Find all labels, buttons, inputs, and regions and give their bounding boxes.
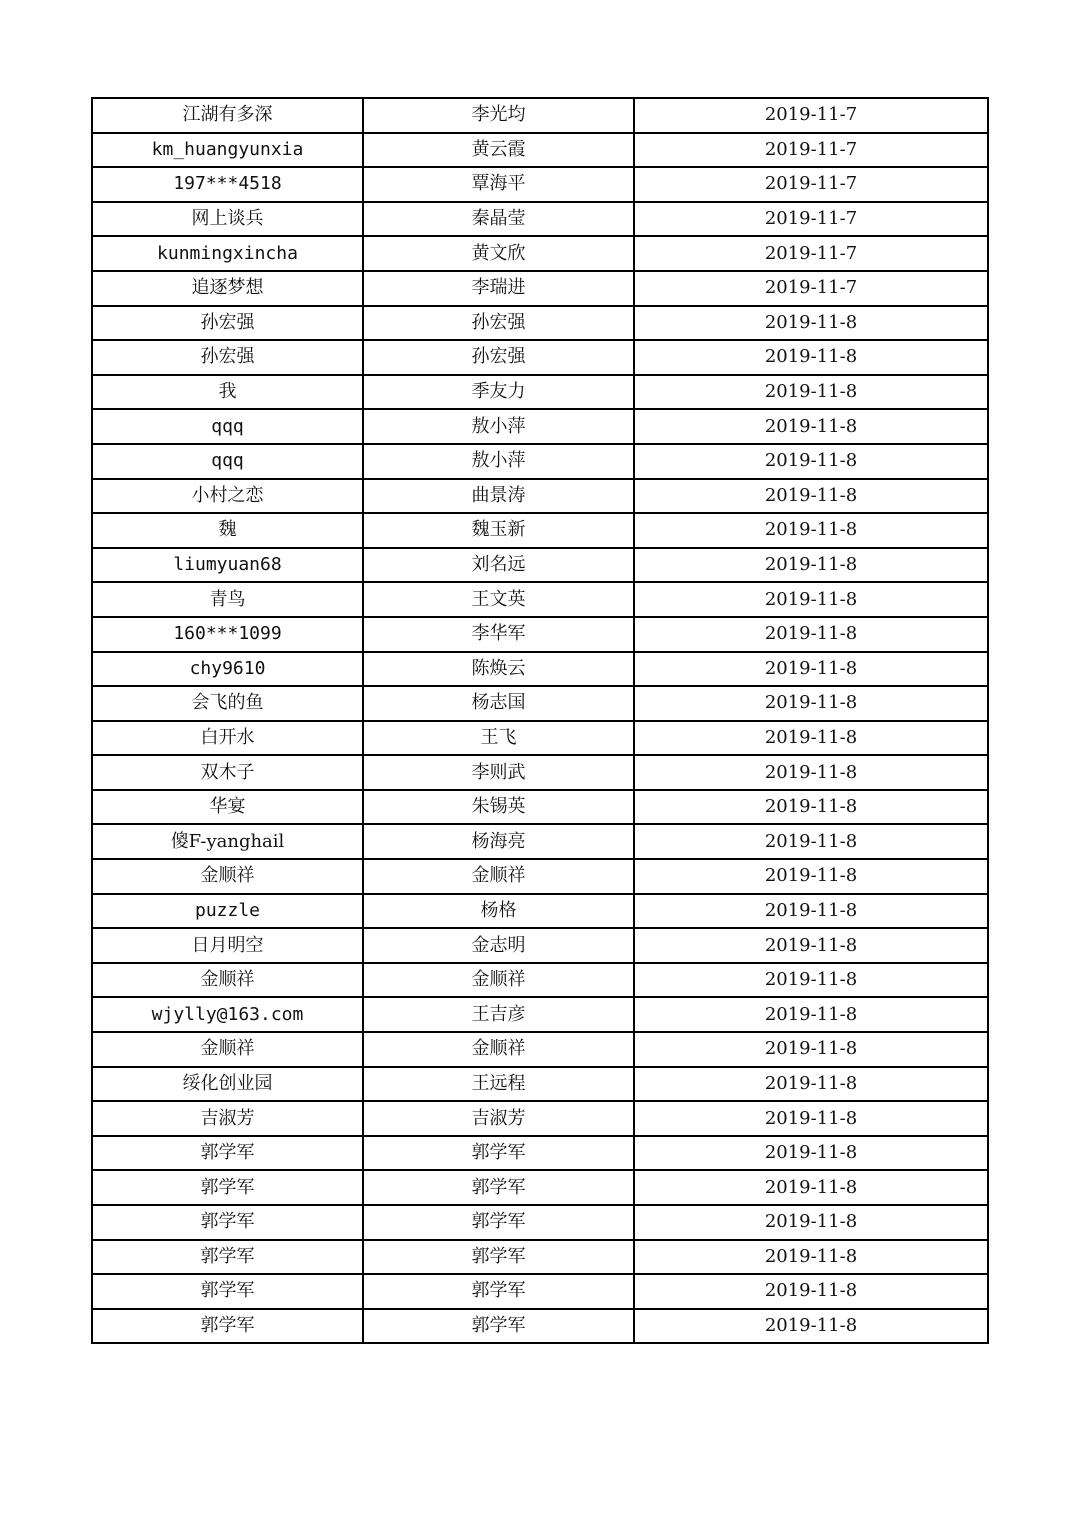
date-cell: 2019-11-8	[634, 1170, 988, 1205]
table-row	[92, 409, 988, 444]
date-cell: 2019-11-8	[634, 824, 988, 859]
name-cell: 刘名远	[363, 548, 634, 583]
name-cell: 敖小萍	[363, 409, 634, 444]
name-cell: 杨志国	[363, 686, 634, 721]
table-row	[92, 1032, 988, 1067]
date-cell: 2019-11-8	[634, 1101, 988, 1136]
nickname-cell: 郭学军	[92, 1240, 363, 1275]
name-cell: 郭学军	[363, 1136, 634, 1171]
table-row	[92, 824, 988, 859]
date-cell: 2019-11-8	[634, 721, 988, 756]
name-cell: 陈焕云	[363, 652, 634, 687]
nickname-cell: 双木子	[92, 755, 363, 790]
name-cell: 孙宏强	[363, 306, 634, 341]
name-cell: 郭学军	[363, 1274, 634, 1309]
name-cell: 孙宏强	[363, 340, 634, 375]
date-cell: 2019-11-8	[634, 582, 988, 617]
nickname-cell: 郭学军	[92, 1170, 363, 1205]
nickname-cell: 青鸟	[92, 582, 363, 617]
table-row	[92, 1274, 988, 1309]
table-row	[92, 652, 988, 687]
date-cell: 2019-11-8	[634, 652, 988, 687]
nickname-cell: 吉淑芳	[92, 1101, 363, 1136]
name-cell: 黄云霞	[363, 133, 634, 168]
date-cell: 2019-11-8	[634, 617, 988, 652]
nickname-cell: 网上谈兵	[92, 202, 363, 237]
date-cell: 2019-11-8	[634, 340, 988, 375]
name-cell: 王远程	[363, 1067, 634, 1102]
date-cell: 2019-11-8	[634, 1240, 988, 1275]
name-cell: 曲景涛	[363, 479, 634, 514]
table-row	[92, 1309, 988, 1344]
table-row	[92, 1170, 988, 1205]
name-cell: 郭学军	[363, 1205, 634, 1240]
table-row	[92, 1101, 988, 1136]
date-cell: 2019-11-8	[634, 790, 988, 825]
nickname-cell: 白开水	[92, 721, 363, 756]
table-row	[92, 236, 988, 271]
date-cell: 2019-11-8	[634, 1032, 988, 1067]
name-cell: 敖小萍	[363, 444, 634, 479]
name-cell: 金顺祥	[363, 1032, 634, 1067]
nickname-cell: liumyuan68	[92, 548, 363, 583]
name-cell: 金顺祥	[363, 859, 634, 894]
nickname-cell: kunmingxincha	[92, 236, 363, 271]
nickname-cell: 郭学军	[92, 1136, 363, 1171]
name-cell: 王文英	[363, 582, 634, 617]
date-cell: 2019-11-8	[634, 375, 988, 410]
date-cell: 2019-11-8	[634, 894, 988, 929]
date-cell: 2019-11-8	[634, 928, 988, 963]
name-cell: 秦晶莹	[363, 202, 634, 237]
date-cell: 2019-11-8	[634, 306, 988, 341]
nickname-cell: 金顺祥	[92, 859, 363, 894]
name-cell: 吉淑芳	[363, 1101, 634, 1136]
table-row	[92, 582, 988, 617]
nickname-cell: 日月明空	[92, 928, 363, 963]
name-cell: 李瑞进	[363, 271, 634, 306]
table-row	[92, 271, 988, 306]
date-cell: 2019-11-8	[634, 409, 988, 444]
name-cell: 郭学军	[363, 1170, 634, 1205]
table-row	[92, 755, 988, 790]
name-cell: 金志明	[363, 928, 634, 963]
nickname-cell: 金顺祥	[92, 1032, 363, 1067]
table-row	[92, 98, 988, 133]
table-row	[92, 306, 988, 341]
date-cell: 2019-11-8	[634, 1136, 988, 1171]
date-cell: 2019-11-8	[634, 1309, 988, 1344]
table-row	[92, 133, 988, 168]
nickname-cell: 197***4518	[92, 167, 363, 202]
table-row	[92, 963, 988, 998]
nickname-cell: chy9610	[92, 652, 363, 687]
name-cell: 季友力	[363, 375, 634, 410]
name-cell: 魏玉新	[363, 513, 634, 548]
name-cell: 覃海平	[363, 167, 634, 202]
name-cell: 杨格	[363, 894, 634, 929]
table-row	[92, 894, 988, 929]
nickname-cell: 华宴	[92, 790, 363, 825]
table-row	[92, 513, 988, 548]
records-table	[91, 97, 989, 1344]
date-cell: 2019-11-8	[634, 963, 988, 998]
date-cell: 2019-11-8	[634, 479, 988, 514]
nickname-cell: wjylly@163.com	[92, 997, 363, 1032]
date-cell: 2019-11-7	[634, 167, 988, 202]
name-cell: 李则武	[363, 755, 634, 790]
name-cell: 杨海亮	[363, 824, 634, 859]
nickname-cell: km_huangyunxia	[92, 133, 363, 168]
table-row	[92, 548, 988, 583]
table-row	[92, 1240, 988, 1275]
name-cell: 金顺祥	[363, 963, 634, 998]
table-row	[92, 1136, 988, 1171]
name-cell: 李华军	[363, 617, 634, 652]
date-cell: 2019-11-8	[634, 1205, 988, 1240]
table-row	[92, 686, 988, 721]
nickname-cell: 郭学军	[92, 1309, 363, 1344]
date-cell: 2019-11-7	[634, 202, 988, 237]
date-cell: 2019-11-7	[634, 98, 988, 133]
nickname-cell: 郭学军	[92, 1205, 363, 1240]
table-row	[92, 375, 988, 410]
date-cell: 2019-11-8	[634, 513, 988, 548]
nickname-cell: 孙宏强	[92, 340, 363, 375]
date-cell: 2019-11-7	[634, 271, 988, 306]
nickname-cell: 绥化创业园	[92, 1067, 363, 1102]
table-row	[92, 859, 988, 894]
table-row	[92, 721, 988, 756]
date-cell: 2019-11-7	[634, 133, 988, 168]
table-row	[92, 202, 988, 237]
nickname-cell: 小村之恋	[92, 479, 363, 514]
nickname-cell: 魏	[92, 513, 363, 548]
date-cell: 2019-11-8	[634, 755, 988, 790]
date-cell: 2019-11-8	[634, 1274, 988, 1309]
name-cell: 李光均	[363, 98, 634, 133]
nickname-cell: 金顺祥	[92, 963, 363, 998]
date-cell: 2019-11-8	[634, 997, 988, 1032]
nickname-cell: 郭学军	[92, 1274, 363, 1309]
nickname-cell: 160***1099	[92, 617, 363, 652]
table-row	[92, 1205, 988, 1240]
table-row	[92, 479, 988, 514]
name-cell: 朱锡英	[363, 790, 634, 825]
date-cell: 2019-11-8	[634, 548, 988, 583]
nickname-cell: qqq	[92, 409, 363, 444]
nickname-cell: 孙宏强	[92, 306, 363, 341]
nickname-cell: 会飞的鱼	[92, 686, 363, 721]
nickname-cell: puzzle	[92, 894, 363, 929]
date-cell: 2019-11-7	[634, 236, 988, 271]
date-cell: 2019-11-8	[634, 444, 988, 479]
name-cell: 王吉彦	[363, 997, 634, 1032]
table-row	[92, 1067, 988, 1102]
table-row	[92, 617, 988, 652]
table-row	[92, 928, 988, 963]
date-cell: 2019-11-8	[634, 686, 988, 721]
table-row	[92, 997, 988, 1032]
records-table-body	[92, 98, 988, 1343]
nickname-cell: qqq	[92, 444, 363, 479]
table-row	[92, 790, 988, 825]
nickname-cell: 傻F-yanghail	[92, 824, 363, 859]
table-row	[92, 340, 988, 375]
name-cell: 王飞	[363, 721, 634, 756]
table-row	[92, 444, 988, 479]
nickname-cell: 我	[92, 375, 363, 410]
date-cell: 2019-11-8	[634, 1067, 988, 1102]
nickname-cell: 追逐梦想	[92, 271, 363, 306]
name-cell: 郭学军	[363, 1309, 634, 1344]
table-row	[92, 167, 988, 202]
name-cell: 郭学军	[363, 1240, 634, 1275]
date-cell: 2019-11-8	[634, 859, 988, 894]
name-cell: 黄文欣	[363, 236, 634, 271]
nickname-cell: 江湖有多深	[92, 98, 363, 133]
